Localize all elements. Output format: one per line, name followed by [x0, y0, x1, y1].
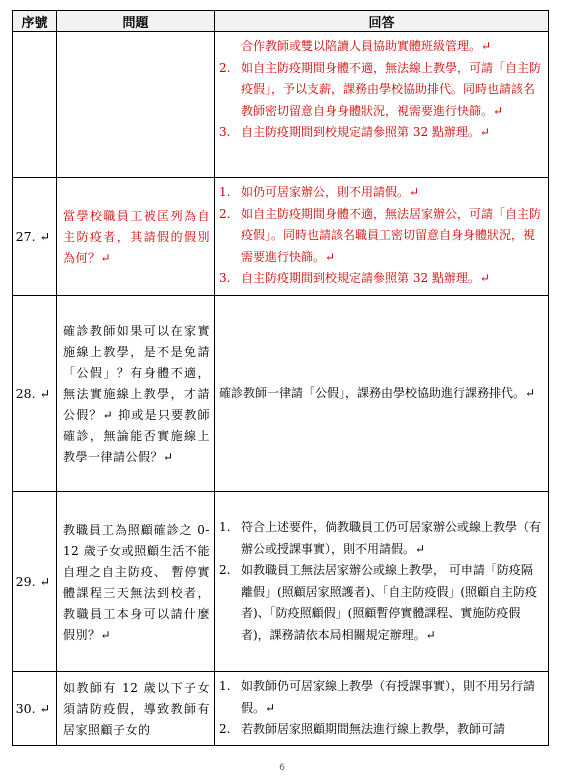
answer-line: 3. 自主防疫期間到校規定請參照第 32 點辦理。↵	[219, 125, 490, 139]
faq-table	[12, 10, 549, 746]
answer-cell: 確診教師一律請「公假」，課務由學校協助進行課務排代。↵	[215, 296, 549, 492]
row-number: 28. ↵	[13, 296, 57, 492]
answer-line: 1. 符合上述要件，倘教職員工仍可居家辦公或線上教學（有辦公或授課事實），則不用請假。↵	[219, 520, 542, 556]
table-row	[13, 672, 549, 746]
table-row	[13, 32, 549, 178]
answer-line: 2. 如自主防疫期間身體不適，無法線上教學，可請「自主防疫假」，予以支薪，課務由學校協助排代。同時也請該名教師密切留意自身身體狀況，視需要進行快篩。↵	[219, 60, 542, 118]
row-number: 27. ↵	[13, 178, 57, 296]
question-cell: 確診教師如果可以在家實施線上教學，是不是免請「公假」？有身體不適，無法實施線上教學，才請公假？↵ 抑或是只要教師確診，無論能否實施線上教學一律請公假？↵	[57, 296, 215, 492]
question-cell: 當學校職員工被匡列為自主防疫者，其請假的假別為何？↵	[57, 178, 215, 296]
answer-line: 3. 自主防疫期間到校規定請參照第 32 點辦理。↵	[219, 271, 490, 285]
table-row	[13, 296, 549, 492]
table-row	[13, 178, 549, 296]
header-row	[13, 11, 549, 32]
answer-line: 1. 如教師仍可居家線上教學（有授課事實），則不用另行請假。↵	[219, 679, 536, 715]
question-cell	[57, 32, 215, 178]
answer-line: 合作教師或雙以陪讀人員協助實體班級管理。↵	[241, 39, 492, 53]
answer-cell	[215, 492, 549, 672]
row-number: 29. ↵	[13, 492, 57, 672]
header-question: 問題	[57, 11, 215, 32]
header-num: 序號	[13, 11, 57, 32]
header-answer: 回答	[215, 11, 549, 32]
table-row	[13, 492, 549, 672]
answer-line: 2. 如自主防疫期間身體不適，無法居家辦公，可請「自主防疫假」。同時也請該名職員工密切留意自身身體狀況，視需要進行快篩。↵	[219, 206, 542, 264]
answer-line: 2. 如教職員工無法居家辦公或線上教學， 可申請「防疫隔離假」(照顧居家照護者)、「自主防疫假」(照顧自主防疫者)、「防疫照顧假」(照顧暫停實體課程、實施防疫假者)，課務請依本局相關規定辦理。↵	[219, 563, 538, 642]
row-number: 30. ↵	[13, 672, 57, 746]
question-cell: 如教師有 12 歲以下子女須請防疫假，導致教師有居家照顧子女的	[57, 672, 215, 746]
answer-cell	[215, 32, 549, 178]
answer-line: 1. 如仍可居家辦公，則不用請假。↵	[219, 185, 420, 199]
page-number: 6	[279, 763, 285, 773]
answer-line: 2. 若教師居家照顧期間無法進行線上教學，教師可請	[219, 722, 506, 736]
question-cell: 教職員工為照顧確診之 0-12 歲子女或照顧生活不能自理之自主防疫、 暫停實體課程三天無法到校者，教職員工本身可以請什麼假別？↵	[57, 492, 215, 672]
row-number	[13, 32, 57, 178]
answer-cell	[215, 672, 549, 746]
answer-cell	[215, 178, 549, 296]
